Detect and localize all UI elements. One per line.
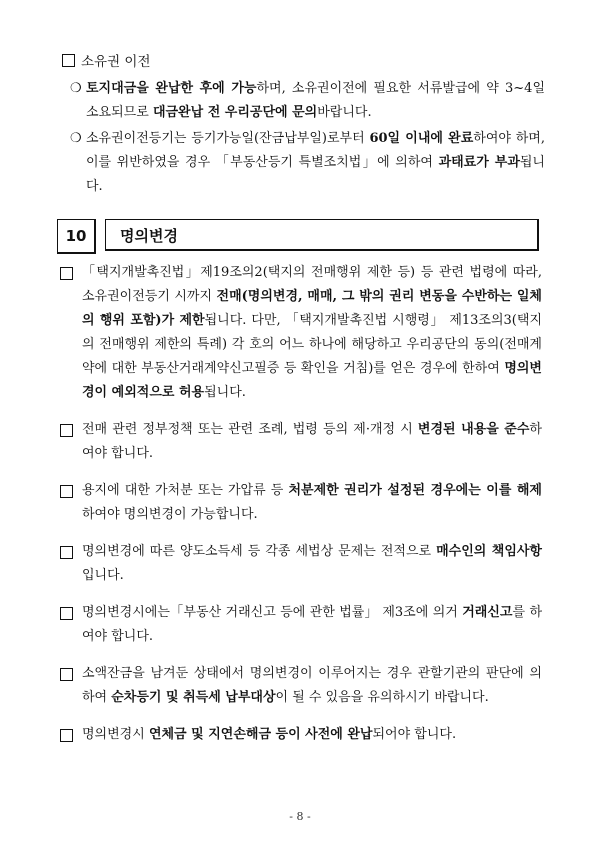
- emphasis-text: 거래신고: [462, 605, 513, 620]
- body-text: 됩니다. 다만, 「택지개발촉진법 시행령」 제13조의3(택지의 전매행위 제한의 특례) 각 호의 어느 하나에 해당하고 우리공단의 동의(전매계약에 대한 부동산거래계약신고필증 등 확인을 거침)를 얻은 경우에 한하여: [82, 313, 542, 376]
- body-text: 소액잔금을 남겨둔 상태에서 명의변경이 이루어지는 경우 관할기관의 판단에 의하여: [82, 666, 542, 705]
- body-text: 용지에 대한 가처분 또는 가압류 등: [82, 483, 289, 498]
- circle-bullet-icon: ❍: [70, 131, 82, 146]
- transfer-note: [70, 127, 545, 199]
- body-text: 전매 관련 정부정책 또는 관련 조례, 법령 등의 제·개정 시: [82, 422, 418, 437]
- section-number: 10: [57, 219, 96, 254]
- body-text: 를 하여야 합니다.: [82, 605, 542, 644]
- emphasis-text: 과태료가 부과: [438, 155, 520, 170]
- emphasis-text: 연체금 및 지연손해금 등이 사전에 완납: [148, 727, 373, 742]
- circle-bullet-icon: ❍: [70, 81, 82, 96]
- section-title: 명의변경: [105, 219, 539, 251]
- checkbox-square-icon: [60, 267, 73, 280]
- checkbox-square-icon: [60, 668, 73, 681]
- emphasis-text: 대금완납 전 우리공단에 문의: [152, 105, 318, 120]
- checkbox-square-icon: [60, 424, 73, 437]
- list-item: [60, 261, 542, 405]
- body-text: 소유권이전등기는 등기가능일(잔금납부일)로부터: [86, 131, 370, 146]
- body-text: 「택지개발촉진법」제19조의2(택지의 전매행위 제한 등) 등 관련 법령에 따라, 소유권이전등기 시까지: [82, 265, 542, 304]
- checkbox-square-icon: [60, 607, 73, 620]
- body-text: 이 될 수 있음을 유의하시기 바랍니다.: [275, 690, 489, 705]
- emphasis-text: 처분제한 권리가 설정된 경우에는 이를 해제: [288, 483, 542, 498]
- body-text: 하여야 합니다.: [82, 422, 542, 461]
- body-text: 명의변경에 따른 양도소득세 등 각종 세법상 문제는 전적으로: [82, 544, 437, 559]
- emphasis-text: 60일 이내에 완료: [369, 131, 474, 146]
- subsection-heading: [62, 50, 151, 70]
- list-item: [60, 418, 542, 466]
- list-item: [60, 479, 542, 527]
- transfer-notes: [70, 77, 545, 201]
- body-text: 명의변경시에는「부동산 거래신고 등에 관한 법률」 제3조에 의거: [82, 605, 463, 620]
- body-text: 됩니다.: [86, 155, 545, 194]
- checkbox-square-icon: [60, 729, 73, 742]
- emphasis-text: 명의변경이 예외적으로 허용: [82, 361, 542, 400]
- list-item: [60, 723, 542, 747]
- emphasis-text: 순차등기 및 취득세 납부대상: [111, 690, 276, 705]
- checkbox-square-icon: [62, 54, 75, 67]
- body-text: 되어야 합니다.: [372, 727, 457, 742]
- body-text: 하며, 소유권이전에 필요한 서류발급에 약 3~4일 소요되므로: [86, 81, 545, 120]
- list-item: [60, 540, 542, 588]
- subsection-title: 소유권 이전: [81, 54, 151, 70]
- list-item: [60, 662, 542, 710]
- emphasis-text: 매수인의 책임사항: [436, 544, 542, 559]
- rename-rules-list: [60, 261, 542, 760]
- emphasis-text: 전매(명의변경, 매매, 그 밖의 권리 변동을 수반하는 일체의 행위 포함)가 제한: [82, 289, 542, 328]
- body-text: 명의변경시: [82, 727, 149, 742]
- emphasis-text: 토지대금을 완납한 후에 가능: [86, 81, 257, 96]
- list-item: [60, 601, 542, 649]
- body-text: 됩니다.: [204, 385, 246, 400]
- body-text: 입니다.: [82, 568, 124, 583]
- checkbox-square-icon: [60, 546, 73, 559]
- page-number: - 8 -: [289, 810, 311, 823]
- body-text: 하여야 명의변경이 가능합니다.: [82, 507, 258, 522]
- transfer-note: [70, 77, 545, 125]
- body-text: 바랍니다.: [317, 105, 372, 120]
- section-header: [57, 219, 541, 253]
- body-text: 하여야 하며, 이를 위반하였을 경우 「부동산등기 특별조치법」에 의하여: [86, 131, 545, 170]
- checkbox-square-icon: [60, 485, 73, 498]
- emphasis-text: 변경된 내용을 준수: [417, 422, 530, 437]
